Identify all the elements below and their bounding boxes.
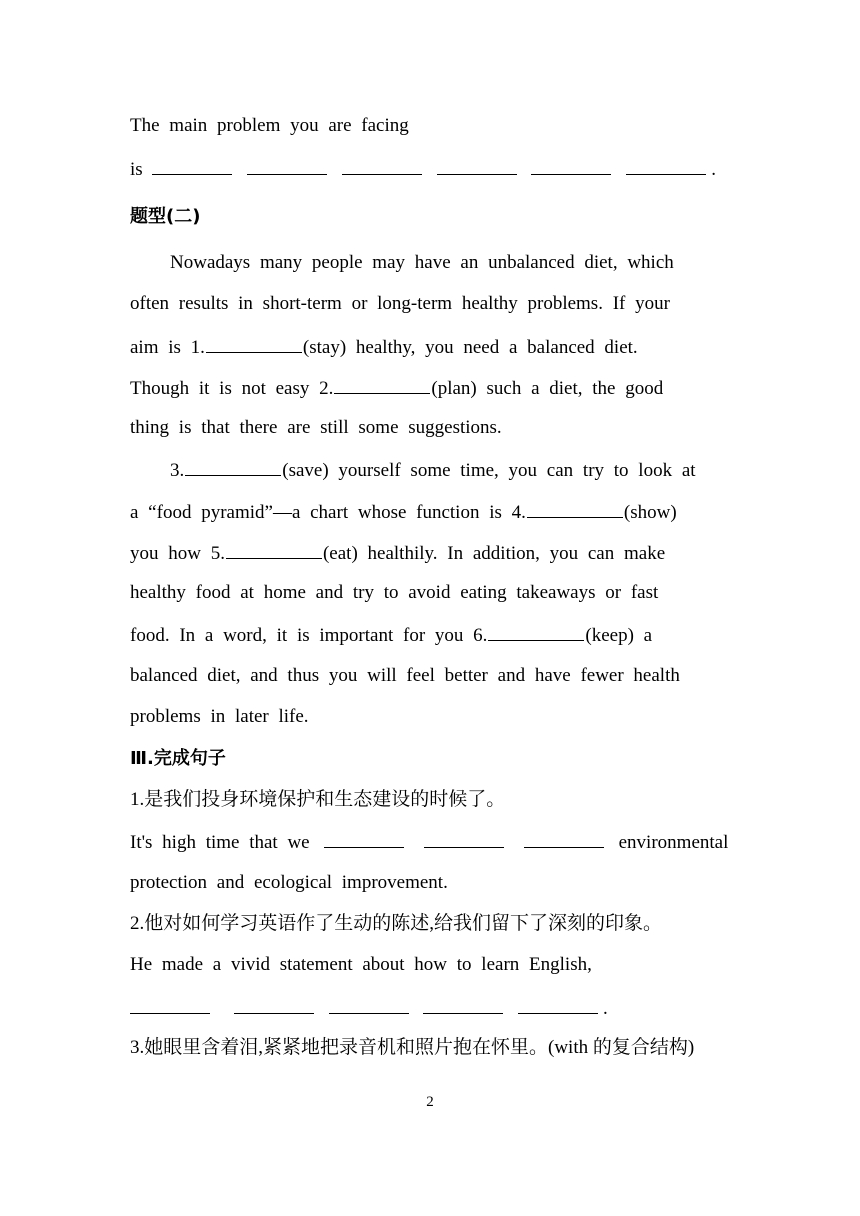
- blank-6[interactable]: [488, 622, 584, 641]
- blank-1[interactable]: [206, 334, 302, 353]
- q1-answer-line: [130, 156, 716, 182]
- answer-blank[interactable]: [234, 995, 314, 1014]
- answer-blank[interactable]: [130, 995, 210, 1014]
- sentence-text: environmental: [618, 832, 729, 853]
- passage-line-7: [130, 499, 677, 525]
- blank-4[interactable]: [527, 499, 623, 518]
- passage-text: (stay) healthy, you need a balanced diet.: [302, 337, 638, 358]
- answer-blank[interactable]: [531, 156, 611, 175]
- passage-line-11: balanced diet, and thus you will feel better and have fewer health: [130, 665, 680, 686]
- q1-line2-start: is: [130, 159, 143, 180]
- q1-line1: The main problem you are facing: [130, 115, 409, 136]
- passage-text: aim is 1.: [130, 337, 205, 358]
- sentence-3-chinese: 3.她眼里含着泪,紧紧地把录音机和照片抱在怀里。(with 的复合结构): [130, 1037, 695, 1058]
- section-2-title: 题型(二): [130, 206, 201, 227]
- answer-blank[interactable]: [342, 156, 422, 175]
- passage-text: food. In a word, it is important for you 6.: [130, 625, 488, 646]
- sentence-text: It's high time that we: [130, 832, 310, 853]
- page-number: 2: [426, 1094, 434, 1110]
- answer-blank[interactable]: [329, 995, 409, 1014]
- sentence-end: .: [603, 998, 608, 1019]
- passage-text: (save) yourself some time, you can try to look at: [282, 460, 696, 481]
- sentence-2-english: He made a vivid statement about how to learn English,: [130, 954, 592, 975]
- sentence-1-english-line2: protection and ecological improvement.: [130, 872, 448, 893]
- answer-blank[interactable]: [324, 829, 404, 848]
- passage-line-12: problems in later life.: [130, 706, 309, 727]
- blank-3[interactable]: [185, 457, 281, 476]
- passage-text: Though it is not easy 2.: [130, 378, 334, 399]
- passage-line-9: healthy food at home and try to avoid eating takeaways or fast: [130, 582, 659, 603]
- passage-line-1: Nowadays many people may have an unbalanced diet, which: [170, 252, 674, 273]
- passage-line-2: often results in short-term or long-term healthy problems. If your: [130, 293, 670, 314]
- sentence-2-chinese: 2.他对如何学习英语作了生动的陈述,给我们留下了深刻的印象。: [130, 913, 663, 934]
- sentence-2-answer-line: [130, 995, 608, 1021]
- passage-text: you how 5.: [130, 543, 225, 564]
- sentence-1-english: [130, 829, 728, 855]
- answer-blank[interactable]: [152, 156, 232, 175]
- answer-blank[interactable]: [524, 829, 604, 848]
- answer-blank[interactable]: [423, 995, 503, 1014]
- answer-blank[interactable]: [424, 829, 504, 848]
- passage-text: 3.: [170, 460, 185, 481]
- sentence-1-chinese: 1.是我们投身环境保护和生态建设的时候了。: [130, 789, 506, 810]
- passage-text: a “food pyramid”—a chart whose function is 4.: [130, 502, 526, 523]
- passage-text: (keep) a: [585, 625, 653, 646]
- passage-line-3: [130, 334, 638, 360]
- blank-5[interactable]: [226, 540, 322, 559]
- passage-line-6: [170, 457, 696, 483]
- passage-line-10: [130, 622, 652, 648]
- answer-blank[interactable]: [247, 156, 327, 175]
- answer-blank[interactable]: [518, 995, 598, 1014]
- passage-text: (eat) healthily. In addition, you can make: [322, 543, 666, 564]
- blank-2[interactable]: [334, 375, 430, 394]
- answer-blank[interactable]: [626, 156, 706, 175]
- passage-line-4: [130, 375, 663, 401]
- passage-text: (show): [623, 502, 677, 523]
- passage-line-5: thing is that there are still some suggestions.: [130, 417, 502, 438]
- passage-text: (plan) such a diet, the good: [431, 378, 664, 399]
- section-3-title: Ⅲ.完成句子: [130, 748, 226, 769]
- q1-line2-end: .: [711, 159, 716, 180]
- passage-line-8: [130, 540, 665, 566]
- answer-blank[interactable]: [437, 156, 517, 175]
